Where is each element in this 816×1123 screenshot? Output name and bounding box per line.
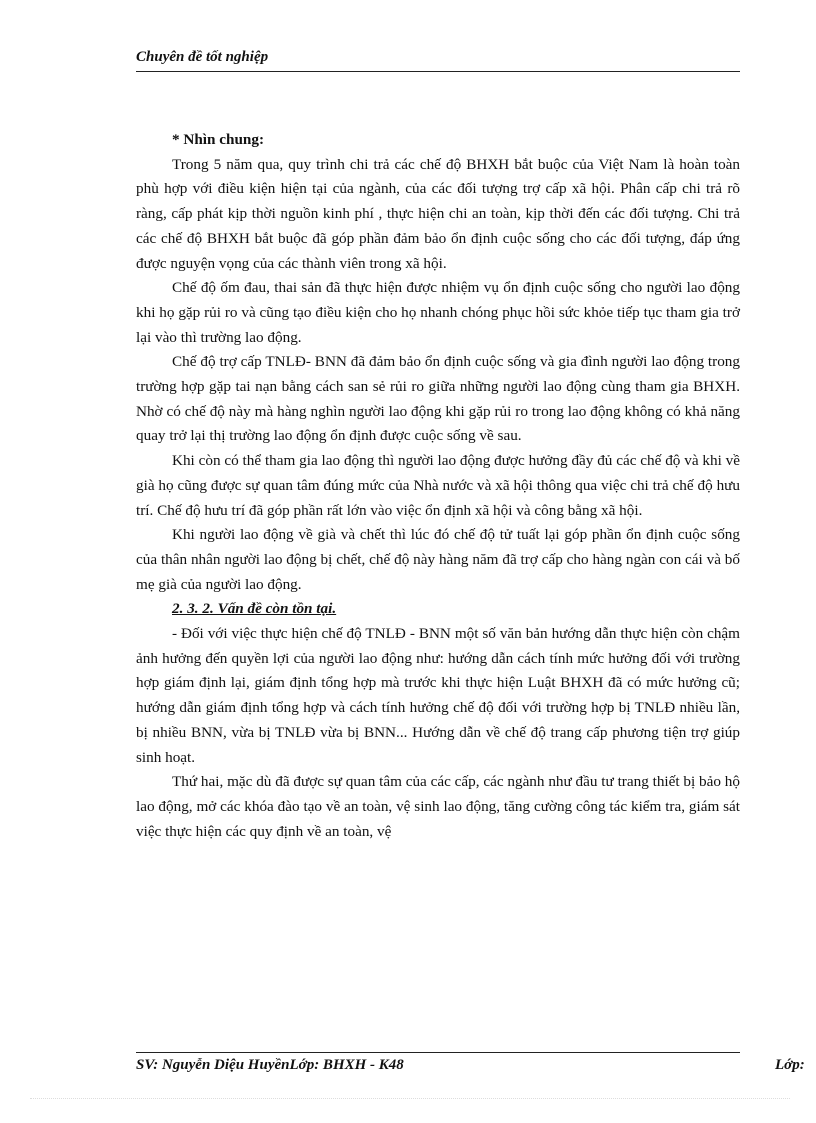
document-body (136, 128, 740, 844)
paragraph-5: Khi người lao động về già và chết thì lúc đó chế độ tử tuất lại góp phần ổn định cuộc sống của thân nhân người lao động bị chết, chế độ này hàng năm đã trợ cấp cho hàng ngàn con cái và bố mẹ già của người lao động. (136, 526, 740, 593)
footer-class-label: Lớp: (775, 1057, 805, 1073)
paragraph-6: - Đối với việc thực hiện chế độ TNLĐ - BNN một số văn bản hướng dẫn thực hiện còn chậm ảnh hưởng đến quyền lợi của người lao động như: hướng dẫn cách tính mức hưởng đối với trường hợp giám định lại, giám định tổng hợp mà trước khi thực hiện Luật BHXH đã có mức hưởng cũ; hướng dẫn giám định tổng hợp và cách tính hưởng chế độ đối với trường hợp bị TNLĐ nhiều lần, bị nhiều BNN, vừa bị TNLĐ vừa bị BNN... Hướng dẫn về chế độ trang cấp phương tiện trợ giúp sinh hoạt. (136, 625, 740, 766)
subsection-heading: 2. 3. 2. Vấn đề còn tồn tại. (172, 600, 337, 618)
paragraph-7: Thứ hai, mặc dù đã được sự quan tâm của các cấp, các ngành như đầu tư trang thiết bị bảo hộ lao động, mở các khóa đào tạo về an toàn, vệ sinh lao động, tăng cường công tác kiểm tra, giám sát việc thực hiện các quy định về an toàn, vệ (136, 773, 740, 840)
paragraph-1: Trong 5 năm qua, quy trình chi trả các chế độ BHXH bắt buộc của Việt Nam là hoàn toàn phù hợp với điều kiện hiện tại của ngành, của các đối tượng trợ cấp xã hội. Phân cấp chi trả rõ ràng, cấp phát kịp thời nguồn kinh phí , thực hiện chi an toàn, kịp thời đến các đối tượng. Chi trả các chế độ BHXH bắt buộc đã góp phần đảm bảo ổn định cuộc sống cho các đối tượng, đáp ứng được nguyện vọng của các thành viên trong xã hội. (136, 155, 740, 272)
paragraph-4: Khi còn có thể tham gia lao động thì người lao động được hưởng đầy đủ các chế độ và khi về già họ cũng được sự quan tâm đúng mức của Nhà nước và xã hội thông qua việc chi trả chế độ hưu trí. Chế độ hưu trí đã góp phần rất lớn vào việc ổn định xã hội và công bằng xã hội. (136, 452, 740, 519)
page-bottom-border (30, 1098, 790, 1099)
paragraph-3: Chế độ trợ cấp TNLĐ- BNN đã đảm bảo ổn định cuộc sống và gia đình người lao động trong trường hợp gặp tai nạn bằng cách san sẻ rủi ro giữa những người lao động cùng tham gia BHXH. Nhờ có chế độ này mà hàng nghìn người lao động khi gặp rủi ro trong lao động không có khả năng quay trở lại thị trường lao động ổn định được cuộc sống về sau. (136, 353, 740, 445)
footer-student-info: SV: Nguyễn Diệu HuyềnLớp: BHXH - K48 (136, 1057, 404, 1073)
section-heading: * Nhìn chung: (172, 131, 265, 148)
page-header-title: Chuyên đề tốt nghiệp (136, 49, 269, 65)
paragraph-2: Chế độ ốm đau, thai sản đã thực hiện được nhiệm vụ ổn định cuộc sống cho người lao động khi họ gặp rủi ro và cũng tạo điều kiện cho họ nhanh chóng phục hồi sức khỏe tiếp tục tham gia trở lại vào thì trường lao động. (136, 279, 740, 346)
header-divider (136, 71, 740, 72)
footer-divider (136, 1052, 740, 1053)
